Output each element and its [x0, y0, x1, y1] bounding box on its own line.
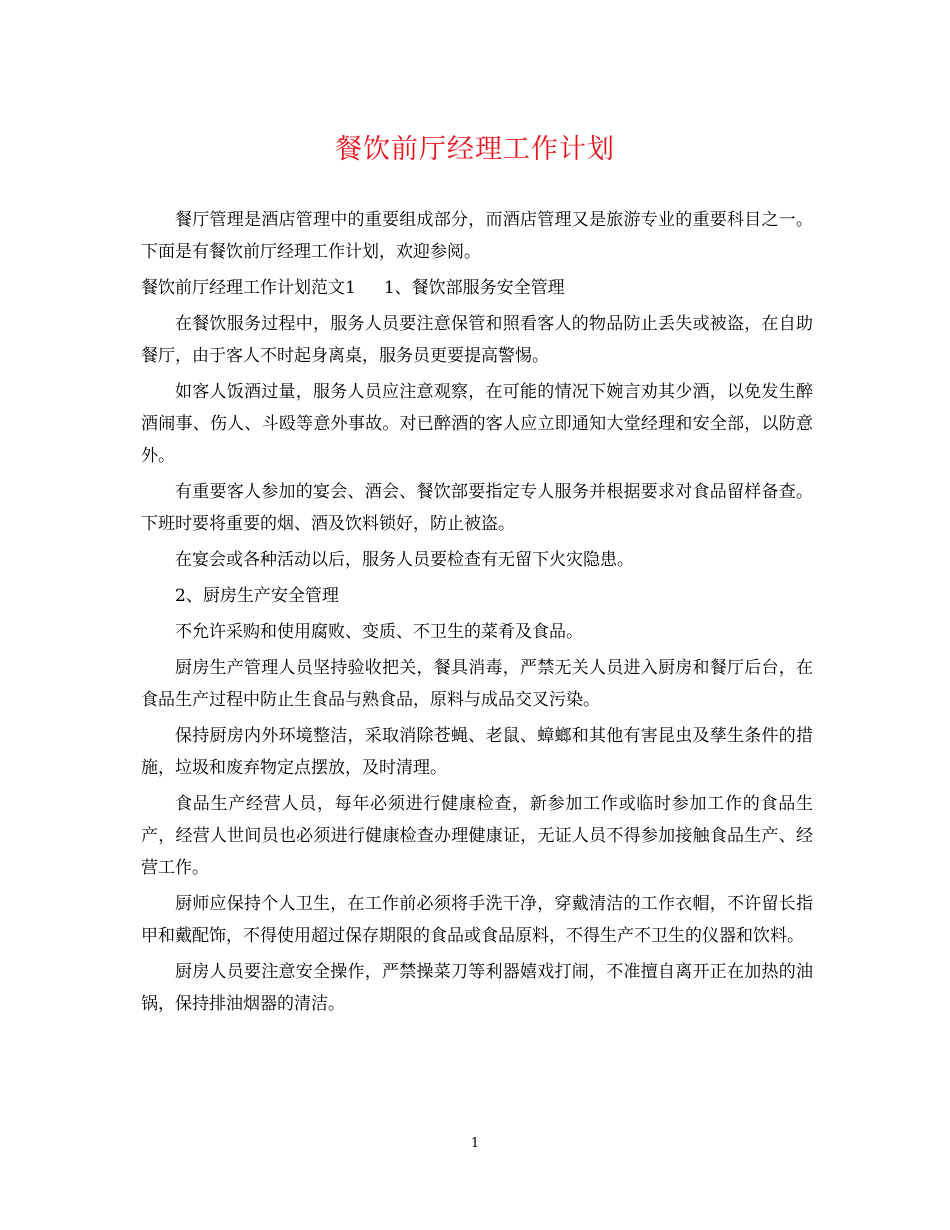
body-paragraph: 食品生产经营人员，每年必须进行健康检查，新参加工作或临时参加工作的食品生产，经营人世间员也必须进行健康检查办理健康证，无证人员不得参加接触食品生产、经营工作。: [141, 794, 813, 878]
body-paragraph: 厨房人员要注意安全操作，严禁操菜刀等利器嬉戏打闹，不准擅自离开正在加热的油锅，保持排油烟器的清洁。: [141, 962, 813, 1014]
body-paragraph: 保持厨房内外环境整洁，采取消除苍蝇、老鼠、蟑螂和其他有害昆虫及孳生条件的措施，垃圾和废弃物定点摆放，及时清理。: [141, 726, 813, 778]
document-title: 餐饮前厅经理工作计划: [335, 134, 615, 165]
body-paragraph: 在宴会或各种活动以后，服务人员要检查有无留下火灾隐患。: [175, 550, 634, 570]
section-heading: [141, 272, 813, 304]
subsection-heading: 2、厨房生产安全管理: [175, 586, 339, 606]
body-paragraph: 厨师应保持个人卫生，在工作前必须将手洗干净，穿戴清洁的工作衣帽，不许留长指甲和戴配饰，不得使用超过保存期限的食品或食品原料，不得生产不卫生的仪器和饮料。: [141, 894, 813, 946]
section-heading-left: 餐饮前厅经理工作计划范文1: [141, 278, 356, 298]
body-paragraph: 不允许采购和使用腐败、变质、不卫生的菜肴及食品。: [175, 622, 583, 642]
document-body: [141, 204, 813, 1024]
page-number: 1: [470, 1136, 480, 1151]
section-heading-right: 1、餐饮部服务安全管理: [383, 278, 565, 298]
body-paragraph: 厨房生产管理人员坚持验收把关，餐具消毒，严禁无关人员进入厨房和餐厅后台，在食品生产过程中防止生食品与熟食品，原料与成品交叉污染。: [141, 658, 813, 710]
body-paragraph: 如客人饭酒过量，服务人员应注意观察，在可能的情况下婉言劝其少酒，以免发生醉酒闹事、伤人、斗殴等意外事故。对已醉酒的客人应立即通知大堂经理和安全部，以防意外。: [141, 382, 813, 466]
intro-paragraph: 餐厅管理是酒店管理中的重要组成部分，而酒店管理又是旅游专业的重要科目之一。下面是有餐饮前厅经理工作计划，欢迎参阅。: [141, 210, 813, 262]
body-paragraph: 在餐饮服务过程中，服务人员要注意保管和照看客人的物品防止丢失或被盗，在自助餐厅，由于客人不时起身离桌，服务员更要提高警惕。: [141, 314, 813, 366]
body-paragraph: 有重要客人参加的宴会、酒会、餐饮部要指定专人服务并根据要求对食品留样备查。下班时要将重要的烟、酒及饮料锁好，防止被盗。: [141, 482, 813, 534]
